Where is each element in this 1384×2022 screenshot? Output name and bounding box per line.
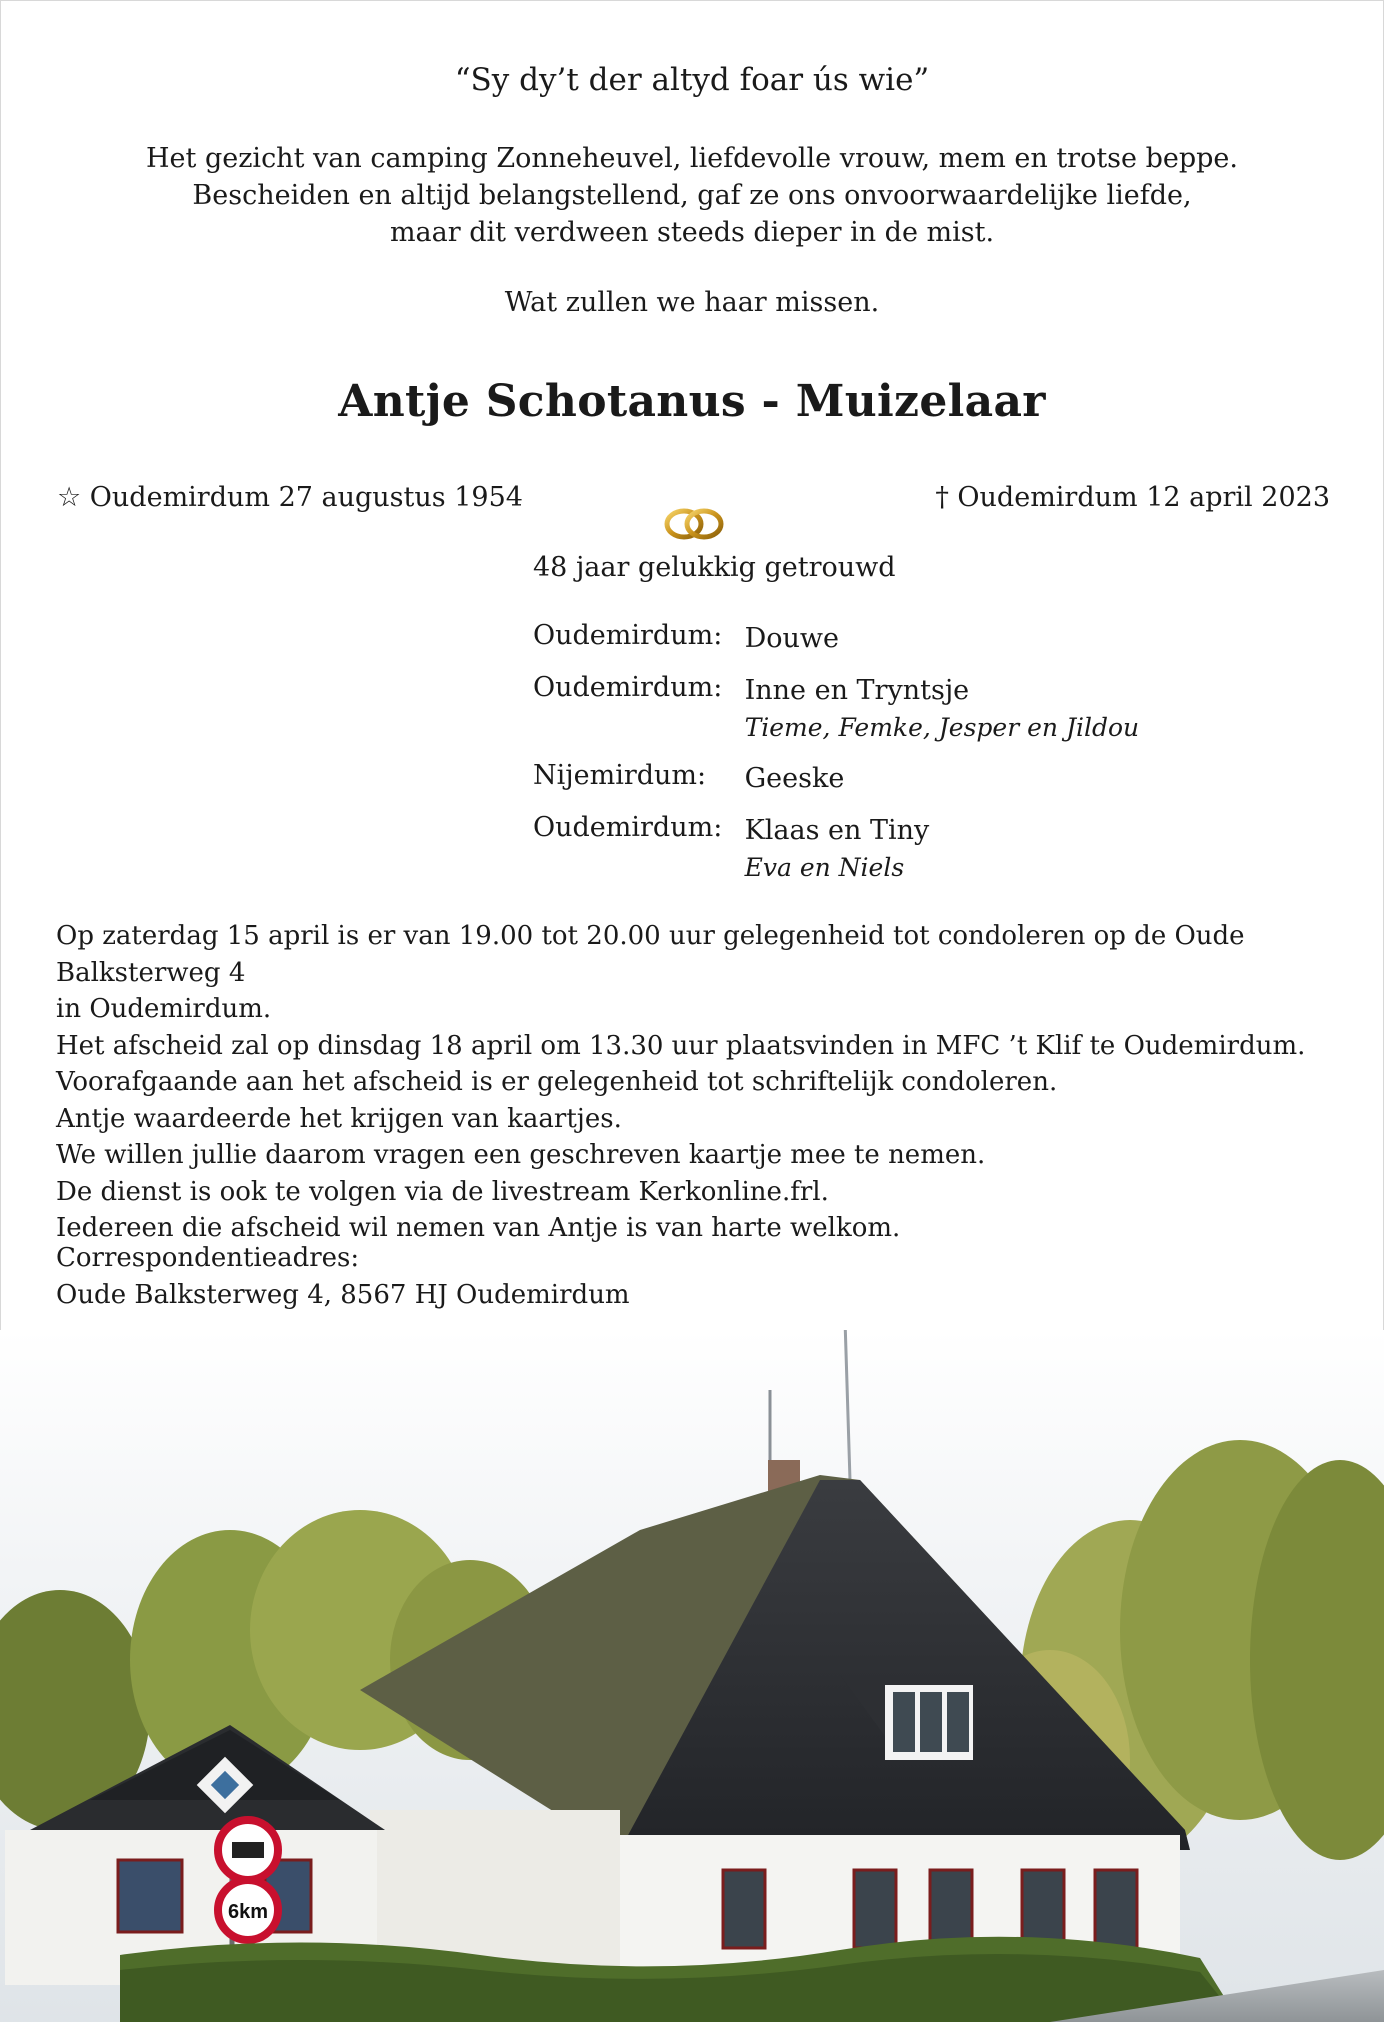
detail-line: De dienst is ook te volgen via de livestream Kerkonline.frl. bbox=[56, 1176, 829, 1207]
detail-line: in Oudemirdum. bbox=[56, 994, 272, 1024]
family-row bbox=[533, 760, 1139, 798]
family-place: Oudemirdum: bbox=[533, 812, 723, 843]
family-names: Inne en Tryntsje bbox=[744, 675, 970, 706]
funeral-details bbox=[56, 918, 1346, 1247]
intro-text bbox=[0, 140, 1384, 251]
family-grandchildren: Eva en Niels bbox=[744, 853, 905, 882]
wedding-rings-icon bbox=[660, 502, 728, 542]
family-grandchildren: Tieme, Femke, Jesper en Jildou bbox=[744, 713, 1140, 742]
intro-line: Het gezicht van camping Zonneheuvel, liefdevolle vrouw, mem en trotse beppe. bbox=[145, 143, 1238, 174]
farmhouse-photo bbox=[0, 1330, 1384, 2022]
deceased-name: Antje Schotanus - Muizelaar bbox=[338, 376, 1046, 427]
family-names: Geeske bbox=[744, 763, 845, 794]
sign-distance-label: 6km bbox=[227, 1901, 269, 1923]
family-place: Oudemirdum: bbox=[533, 672, 723, 703]
family-names: Klaas en Tiny bbox=[744, 815, 930, 846]
family-list bbox=[533, 620, 1139, 900]
family-place: Nijemirdum: bbox=[533, 760, 707, 791]
family-place: Oudemirdum: bbox=[533, 620, 723, 651]
death-line: † Oudemirdum 12 april 2023 bbox=[935, 482, 1330, 513]
married-line: 48 jaar gelukkig getrouwd bbox=[533, 552, 896, 583]
detail-line: Antje waardeerde het krijgen van kaartjes. bbox=[56, 1103, 622, 1134]
correspondence-address bbox=[56, 1240, 630, 1313]
detail-line: Voorafgaande aan het afscheid is er gelegenheid tot schriftelijk condoleren. bbox=[56, 1067, 1058, 1097]
family-row bbox=[533, 672, 1139, 746]
correspondence-street: Oude Balksterweg 4, 8567 HJ Oudemirdum bbox=[56, 1279, 630, 1310]
intro-line: maar dit verdween steeds dieper in de mist. bbox=[389, 217, 995, 248]
correspondence-label: Correspondentieadres: bbox=[56, 1243, 360, 1273]
birth-line: ☆ Oudemirdum 27 augustus 1954 bbox=[57, 482, 523, 513]
detail-line: Iedereen die afscheid wil nemen van Antje is van harte welkom. bbox=[56, 1213, 901, 1243]
family-names: Douwe bbox=[744, 623, 839, 654]
detail-line: We willen jullie daarom vragen een geschreven kaartje mee te nemen. bbox=[56, 1140, 986, 1170]
detail-line: Op zaterdag 15 april is er van 19.00 tot 20.00 uur gelegenheid tot condoleren op de Oude Balksterweg 4 bbox=[56, 921, 1245, 988]
miss-line: Wat zullen we haar missen. bbox=[504, 287, 880, 318]
detail-line: Het afscheid zal op dinsdag 18 april om 13.30 uur plaatsvinden in MFC ’t Klif te Oudemirdum. bbox=[56, 1030, 1306, 1061]
quote: “Sy dy’t der altyd foar ús wie” bbox=[454, 62, 930, 98]
family-row bbox=[533, 812, 1139, 886]
intro-line: Bescheiden en altijd belangstellend, gaf ze ons onvoorwaardelijke liefde, bbox=[192, 180, 1192, 211]
family-row bbox=[533, 620, 1139, 658]
